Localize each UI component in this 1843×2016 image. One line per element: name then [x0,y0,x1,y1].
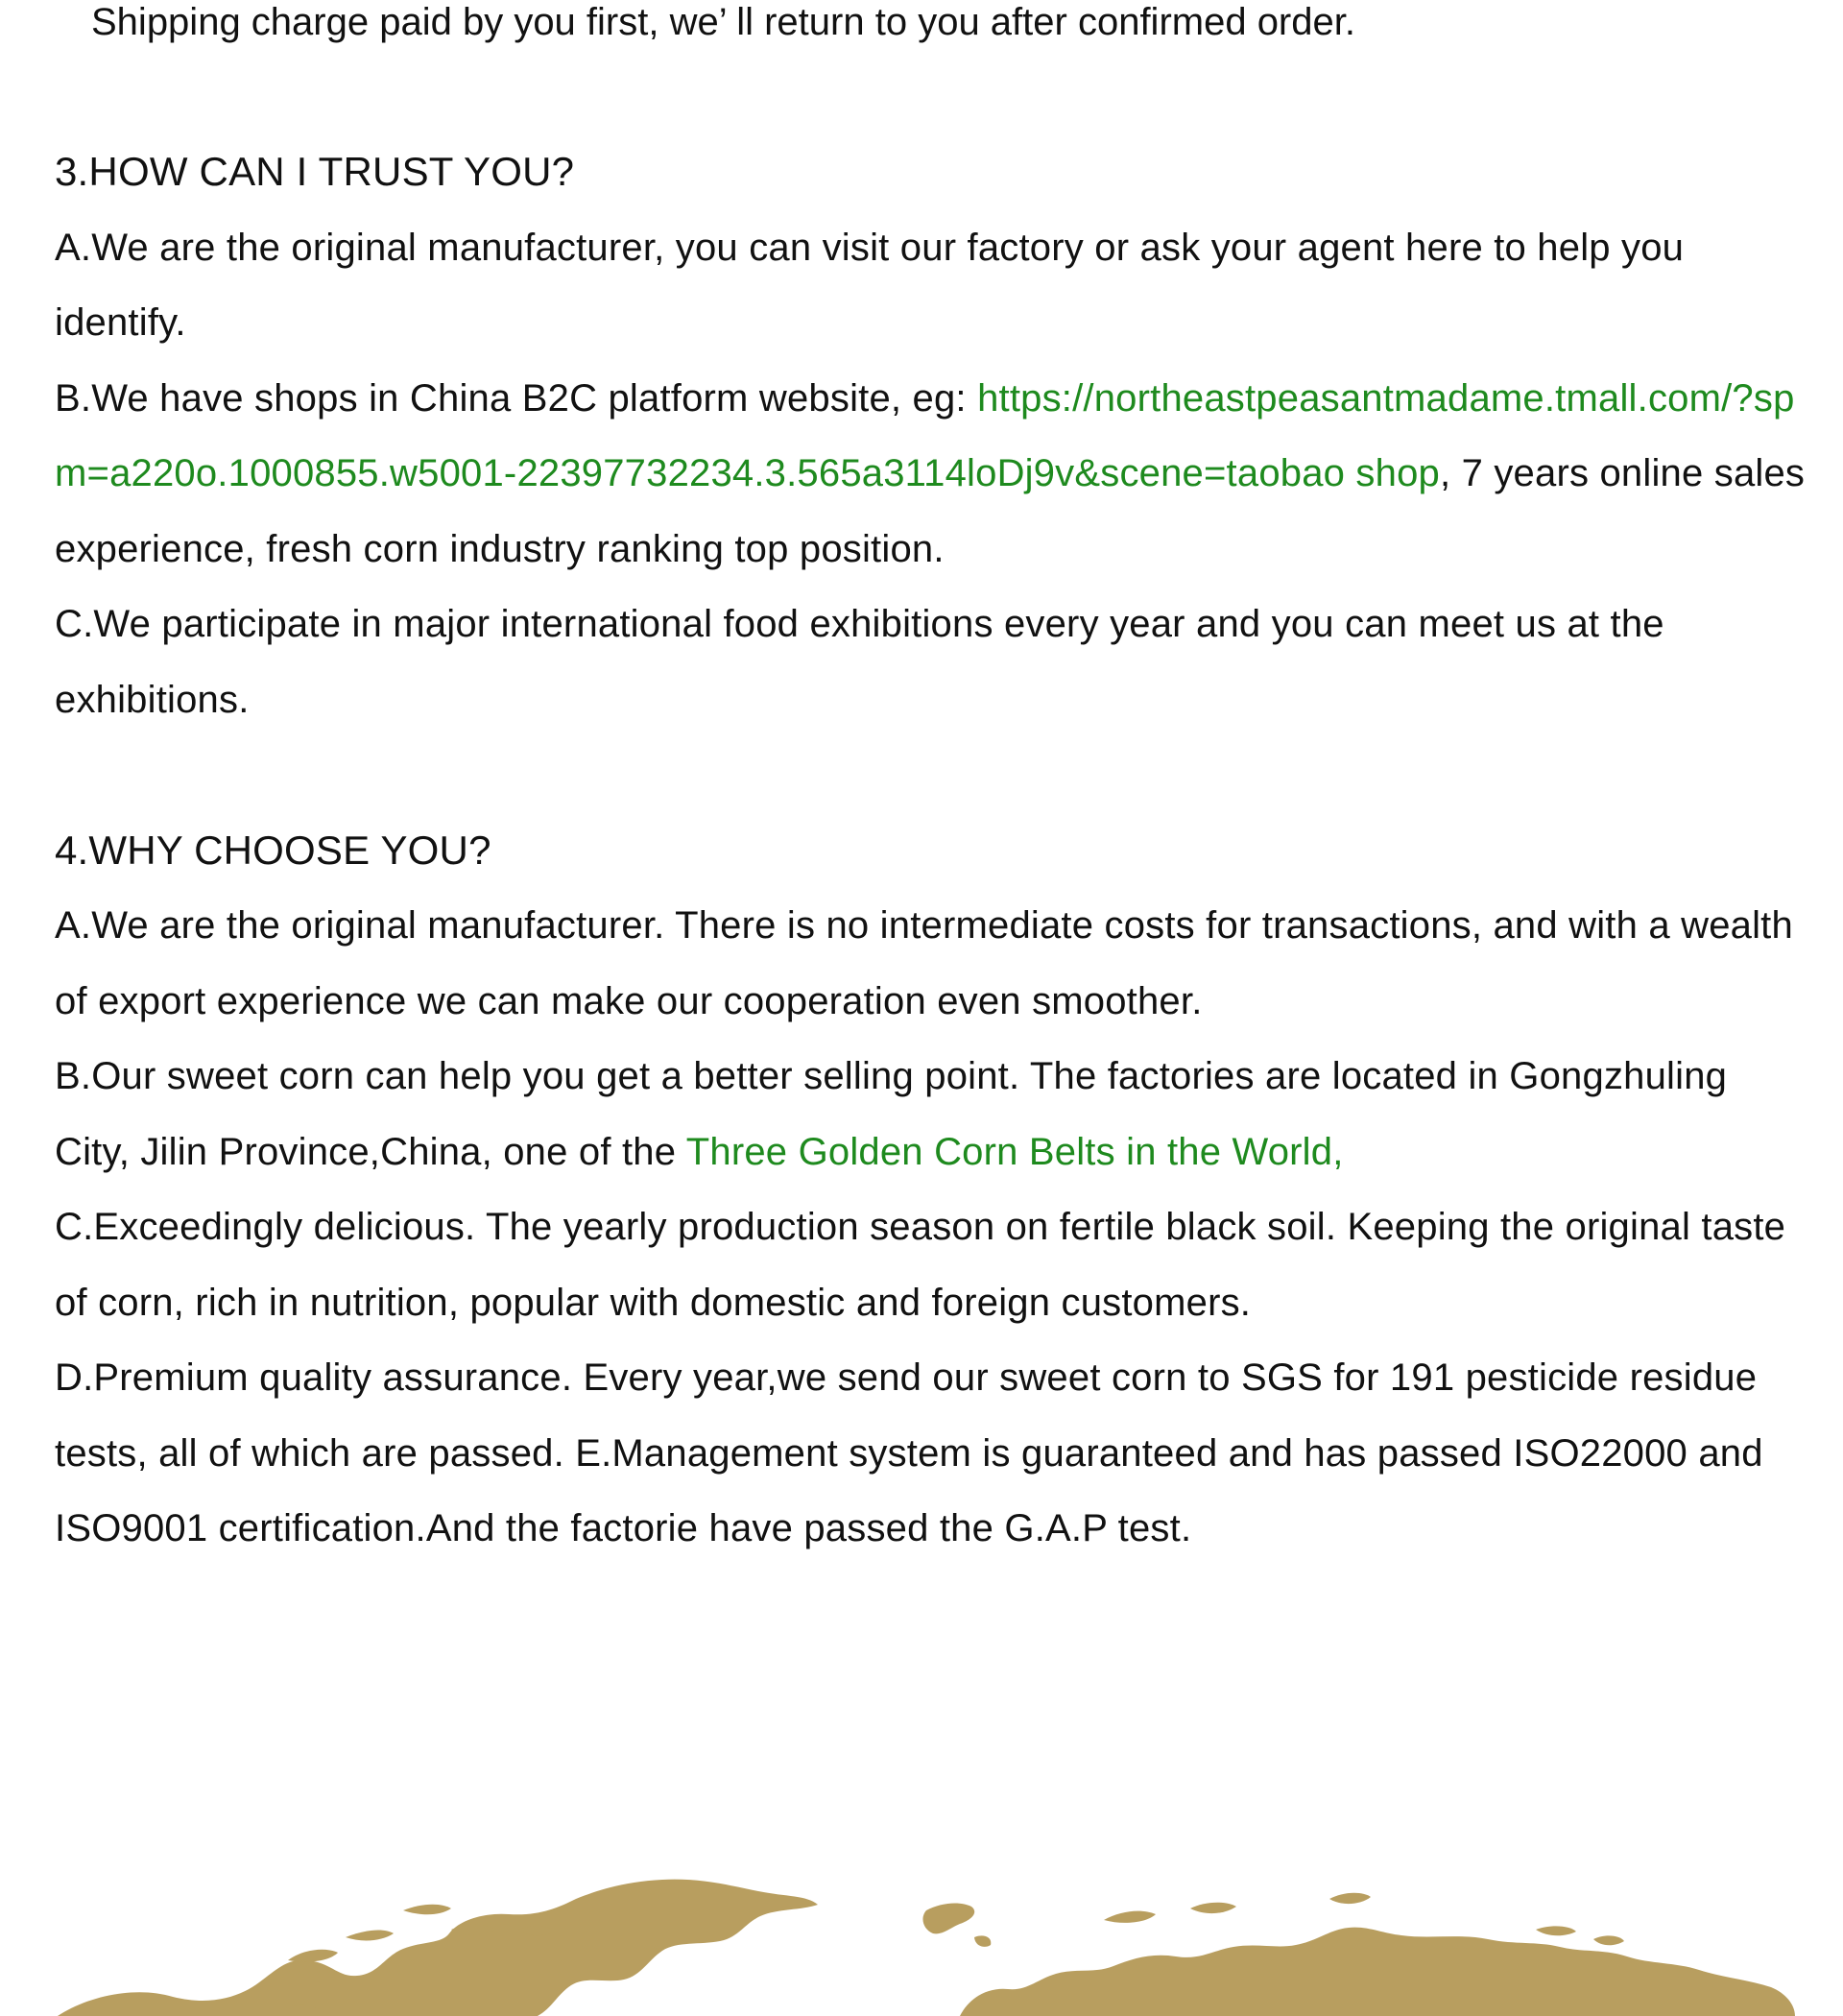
why-point-b [55,1039,1811,1189]
section-why-heading: 4.WHY CHOOSE YOU? [55,827,491,873]
why-point-c: C.Exceedingly delicious. The yearly production season on fertile black soil. Keeping the original taste of corn, rich in nutrition, popular with domestic and foreign customers. [55,1206,1786,1324]
section-why [55,813,1811,1567]
why-point-a: A.We are the original manufacturer. There is no intermediate costs for transactions, and with a wealth of export experience we can make our cooperation even smoother. [55,904,1793,1022]
corn-belt-highlight: Three Golden Corn Belts in the World, [685,1130,1344,1173]
trust-point-b [55,361,1811,588]
tmall-shop-link[interactable]: https://northeastpeasantmadame.tmall.com/?spm=a220o.1000855.w5001-22397732234.3.565a3114loDj9v&scene=taobao shop [55,376,1795,494]
section-trust-heading: 3.HOW CAN I TRUST YOU? [55,149,575,194]
world-map-icon [0,1853,1843,2016]
trust-point-b-prefix: B.We have shops in China B2C platform website, eg: [55,376,978,420]
section-trust [55,134,1811,737]
trust-point-a: A.We are the original manufacturer, you can visit our factory or ask your agent here to help you identify. [55,226,1685,344]
section-divider [55,737,1811,813]
why-point-b-prefix: B.Our sweet corn can help you get a better selling point. The factories are located in Gongzhuling City, Jilin Province,China, one of the [55,1055,1728,1173]
trust-point-c: C.We participate in major international food exhibitions every year and you can meet us at the exhibitions. [55,603,1664,721]
faq-content [55,134,1811,1567]
why-point-d: D.Premium quality assurance. Every year,we send our sweet corn to SGS for 191 pesticide residue tests, all of which are passed. E.Management system is guaranteed and has passed ISO22000 and ISO9001 certification.And the factorie have passed the G.A.P test. [55,1356,1763,1549]
trust-point-b-suffix: , 7 years online sales experience, fresh corn industry ranking top position. [55,452,1806,570]
shipping-note: Shipping charge paid by you first, we’ ll return to you after confirmed order. [91,1,1355,43]
